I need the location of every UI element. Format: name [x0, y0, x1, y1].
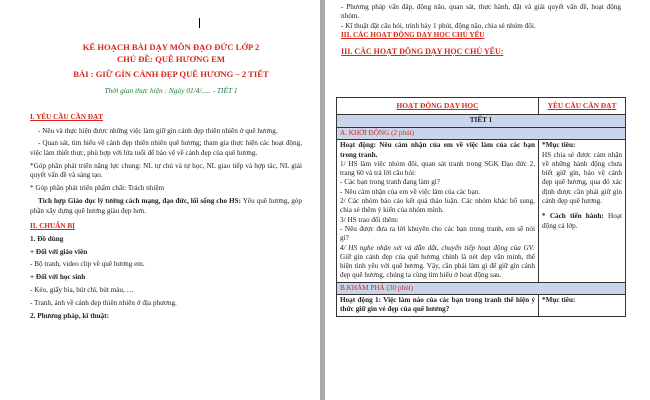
objective-title: *Mục tiêu: [542, 141, 576, 150]
quality-note: * Góp phần phát triển phẩm chất: Trách nhiệm [30, 184, 165, 193]
table-row [337, 282, 626, 294]
procedure-title: * Cách tiến hành: [542, 212, 604, 221]
left-body [30, 113, 302, 324]
section-activities-a: III. CÁC HOẠT ĐỘNG DẠY HỌC CHỦ YẾU [341, 31, 485, 40]
subheading-teacher: + Đối với giáo viên [30, 247, 88, 256]
procedure [542, 212, 622, 231]
activity-step-4-rest: Giữ gìn cảnh đẹp của quê hương chính là nét đẹp văn minh, thể hiện tình yêu với quê hương. Vậy, cần phải làm gì để giữ gìn cảnh đẹp quê hương, chúng ta cùng tìm hiểu ở hoạt động sau. [340, 252, 535, 280]
table-row [337, 295, 626, 317]
requirement-1: - Nêu và thực hiện được những việc làm giữ gìn cảnh đẹp thiên nhiên ở quê hương. [38, 126, 278, 135]
right-body-top [341, 3, 621, 56]
table-row [337, 115, 626, 128]
lesson-name: BÀI : GIỮ GÌN CẢNH ĐẸP QUÊ HƯƠNG – 2 TIẾT [73, 69, 269, 79]
warmup-label: A. KHỞI ĐỘNG (2 phút) [337, 128, 626, 140]
objective-2-cell: *Mục tiêu: [539, 295, 626, 317]
section-activities-b: III. CÁC HOẠT ĐỘNG DẠY HỌC CHỦ YẾU: [341, 46, 504, 56]
activity-step-4-italic: 4/ HS nghe nhận xét và dẫn dắt, chuyển tiếp hoạt động của GV: [340, 243, 535, 252]
date-line: Thời gian thực hiện : Ngày 01/4/..... - TIẾT 1 [104, 86, 238, 95]
procedure-rest: Hoạt động cả lớp. [542, 212, 622, 230]
activity-step-4 [340, 244, 535, 281]
activity-step-3: 3/ HS trao đổi thêm: [340, 215, 399, 224]
subheading-materials: 1. Đồ dùng [30, 234, 64, 243]
activity-title: Hoạt động: Nêu cảm nhận của em về việc làm của các bạn trong tranh. [340, 141, 535, 159]
activity-cell [337, 140, 539, 282]
method-line-2: - Kĩ thuật đặt câu hỏi, trình bày 1 phút, động não, chia sẻ nhóm đôi. [341, 21, 536, 30]
activities-table [336, 97, 626, 317]
table-row [337, 128, 626, 140]
text-cursor [199, 18, 200, 28]
activity-question-3: - Nêu được đưa ra lời khuyên cho các bạn trong tranh, em sẽ nói gì? [340, 224, 535, 243]
student-item-2: - Tranh, ảnh về cảnh đẹp thiên nhiên ở địa phương. [30, 298, 177, 307]
student-item-1: - Kéo, giấy bìa, bút chì, bút màu, … [30, 286, 134, 294]
explore-label: B.KHÁM PHÁ (30 phút) [337, 282, 626, 294]
subheading-student: + Đối với học sinh [30, 273, 86, 282]
requirement-2: - Quan sát, tìm hiểu về cảnh đẹp thiên nhiên quê hương; tham gia thực hiện các hoạt động, việc làm thiết thực, phù hợp với lứa tuổi để bảo vệ về cảnh đẹp của quê hương. [30, 139, 302, 157]
activity-question-2: - Nêu cảm nhận của em về việc làm của các bạn. [340, 187, 481, 196]
section-preparation: II. CHUẨN BỊ [30, 222, 75, 231]
period-label: TIẾT 1 [337, 115, 626, 128]
method-line-1: - Phương pháp vấn đáp, động não, quan sát, thực hành, đặt và giải quyết vấn đề, hoạt động nhóm. [341, 3, 621, 21]
objective-cell [539, 140, 626, 282]
lesson-title: KẾ HOẠCH BÀI DẠY MÔN ĐẠO ĐỨC LỚP 2 [82, 42, 260, 52]
integration-note [30, 197, 302, 216]
header-requirements: YÊU CẦU CẦN ĐẠT [539, 98, 626, 115]
section-requirements: I. YÊU CẦU CẦN ĐẠT [30, 113, 104, 121]
table-row [337, 140, 626, 282]
competency-note: *Góp phần phát triển năng lực chung: NL tự chủ và tự học, NL giao tiếp và hợp tác, NL giải quyết vấn đề và sáng tạo. [30, 161, 302, 180]
activity-1-cell: Hoạt động 1: Việc làm nào của các bạn trong tranh thể hiện ý thức giữ gìn vẻ đẹp của quê hương? [337, 295, 539, 317]
integration-bold: Tích hợp Giáo dục lý tưởng cách mạng, đạo đức, lối sống cho HS: [38, 196, 241, 205]
table-header-row [337, 98, 626, 115]
activity-step-1: 1/ HS làm việc nhóm đôi, quan sát tranh trong SGK Đạo đức 2, trang 60 và trả lời câu hỏi: [340, 159, 535, 178]
subheading-methods: 2. Phương pháp, kĩ thuật: [30, 311, 109, 320]
integration-rest: Yêu quê hương, góp phần xây dựng quê hương giàu đẹp hơn. [30, 196, 302, 215]
teacher-item-1: - Bộ tranh, video clip về quê hương em. [30, 260, 145, 269]
activity-step-2: 2/ Các nhóm báo cáo kết quả thảo luận. Các nhóm khác bổ sung, chia sẻ thêm ý kiến của nhóm mình. [340, 197, 535, 215]
objective-body: HS chia sẻ được cảm nhận về những hành động chưa biết giữ gìn, bảo vệ cảnh đẹp quê hương, qua đó xác định được cần phải giữ gìn cảnh đẹp quê hương. [542, 150, 622, 206]
header-activities: HOẠT ĐỘNG DẠY HỌC [337, 98, 539, 115]
topic-title: CHỦ ĐỀ: QUÊ HƯƠNG EM [116, 54, 226, 64]
activity-question-1: - Các bạn trong tranh đang làm gì? [340, 178, 440, 187]
